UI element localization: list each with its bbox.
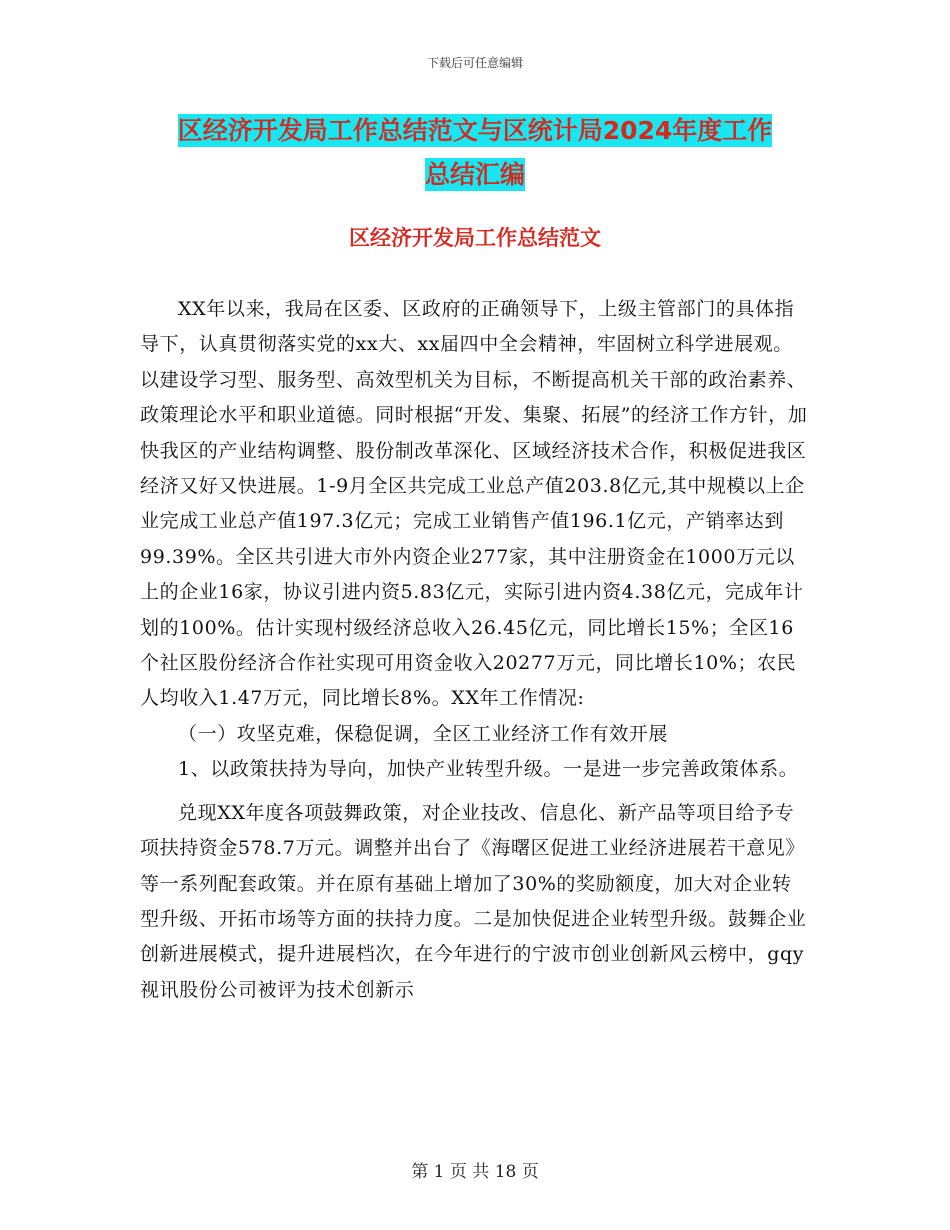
section-title: 区经济开发局工作总结范文 — [349, 226, 601, 250]
paragraph-heading-1: （一）攻坚克难，保稳促调，全区工业经济工作有效开展 — [178, 722, 669, 745]
document-title-text-1: 区经济开发局工作总结范文与区统计局2024年度工作 — [177, 116, 773, 145]
document-title-line-2 — [140, 153, 810, 197]
paragraph-item-1: 1、以政策扶持为导向，加快产业转型升级。一是进一步完善政策体系。 — [178, 758, 799, 781]
header-note: 下载后可任意编辑 — [426, 56, 523, 70]
paragraph-intro: XX年以来，我局在区委、区政府的正确领导下，上级主管部门的具体指导下，认真贯彻落实党的xx大、xx届四中全会精神，牢固树立科学进展观。以建设学习型、服务型、高效型机关为目标，不断提高机关干部的政治素养、政策理论水平和职业道德。同时根据“开发、集聚、拓展”的经济工作方针，加快我区的产业结构调整、股份制改革深化、区域经济技术合作，积极促进我区经济又好又快进展。1-9月全区共完成工业总产值203.8亿元,其中规模以上企业完成工业总产值197.3亿元；完成工业销售产值196.1亿元，产销率达到99.39%。全区共引进大市外内资企业277家，其中注册资金在1000万元以上的企业16家，协议引进内资5.83亿元，实际引进内资4.38亿元，完成年计划的100%。估计实现村级经济总收入26.45亿元，同比增长15%；全区16个社区股份经济合作社实现可用资金收入20277万元，同比增长10%；农民人均收入1.47万元，同比增长8%。XX年工作情况: — [140, 298, 808, 710]
document-title-text-2: 总结汇编 — [424, 160, 525, 189]
document-title-line-1 — [140, 109, 810, 153]
document-body — [140, 292, 810, 1008]
page-footer: 第 1 页 共 18 页 — [411, 1162, 539, 1182]
paragraph-policy: 兑现XX年度各项鼓舞政策，对企业技改、信息化、新产品等项目给予专项扶持资金578.7万元。调整并出台了《海曙区促进工业经济进展若干意见》等一系列配套政策。并在原有基础上增加了30%的奖励额度，加大对企业转型升级、开拓市场等方面的扶持力度。二是加快促进企业转型升级。鼓舞企业创新进展模式，提升进展档次，在今年进行的宁波市创业创新风云榜中，gqy视讯股份公司被评为技术创新示 — [140, 801, 807, 1001]
